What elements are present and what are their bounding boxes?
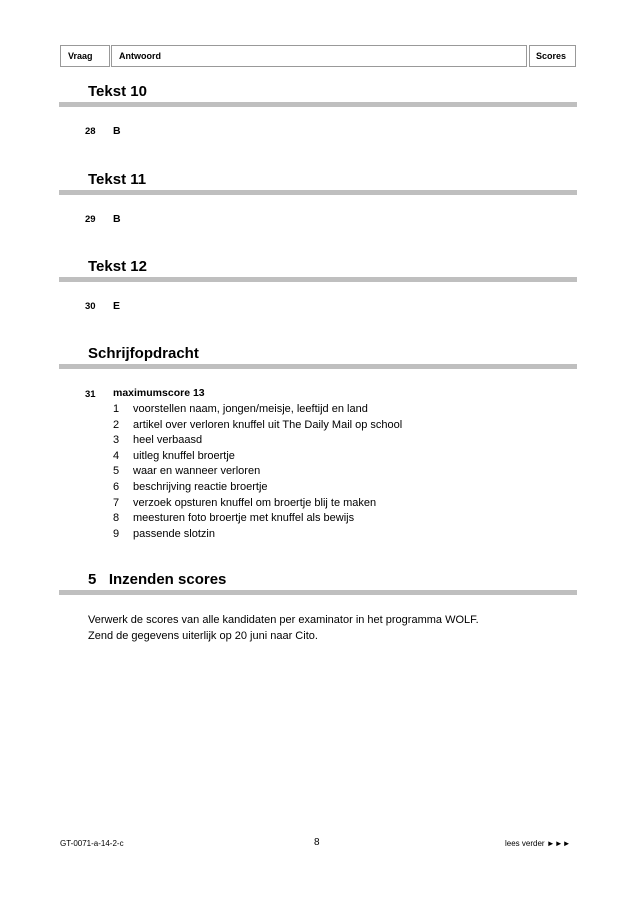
maximumscore: maximumscore 13 [113,387,205,399]
section-rule [59,102,577,107]
list-item [113,464,402,480]
item-text: beschrijving reactie broertje [133,480,268,493]
list-item [113,418,402,434]
item-number: 8 [113,512,120,525]
section-title-tekst-10: Tekst 10 [88,83,147,100]
list-item [113,527,402,543]
section-title-tekst-12: Tekst 12 [88,258,147,275]
list-item [113,511,402,527]
document-code: GT-0071-a-14-2-c [60,839,124,848]
list-item [113,402,402,418]
header-vraag: Vraag [60,45,110,67]
section-rule [59,590,577,595]
instruction-line: Verwerk de scores van alle kandidaten per examinator in het programma WOLF. [88,614,479,626]
item-text: waar en wanneer verloren [133,465,261,478]
answer: B [113,213,121,225]
item-text: meesturen foto broertje met knuffel als bewijs [133,512,355,525]
item-number: 1 [113,403,120,415]
section-rule [59,364,577,369]
item-text: verzoek opsturen knuffel om broertje blij te maken [133,496,377,509]
header-scores: Scores [529,45,576,67]
section-title-tekst-11: Tekst 11 [88,171,147,188]
section-rule [59,277,577,282]
question-number: 31 [85,389,96,400]
list-item [113,449,402,465]
header-antwoord: Antwoord [111,45,527,67]
item-number: 4 [113,449,120,462]
list-item [113,496,402,512]
instruction-line: Zend de gegevens uiterlijk op 20 juni naar Cito. [88,630,318,642]
question-number: 30 [85,301,96,312]
item-number: 5 [113,465,120,478]
item-number: 7 [113,496,120,509]
section-rule [59,190,577,195]
answer: E [113,300,121,312]
lees-verder: lees verder ►►► [505,839,571,848]
section-title-inzenden-scores: 5 Inzenden scores [88,571,227,588]
item-number: 2 [113,418,120,431]
item-text: voorstellen naam, jongen/meisje, leeftijd en land [133,403,368,415]
criteria-list [113,402,402,542]
item-text: artikel over verloren knuffel uit The Daily Mail op school [133,418,403,431]
answer: B [113,125,121,137]
question-number: 29 [85,214,96,225]
question-number: 28 [85,126,96,137]
item-text: uitleg knuffel broertje [133,449,235,462]
item-text: passende slotzin [133,527,215,540]
section-title-schrijfopdracht: Schrijfopdracht [88,345,199,362]
list-item [113,480,402,496]
item-text: heel verbaasd [133,434,203,447]
item-number: 9 [113,527,120,540]
item-number: 3 [113,434,120,447]
page-number: 8 [314,837,320,848]
item-number: 6 [113,480,120,493]
list-item [113,433,402,449]
